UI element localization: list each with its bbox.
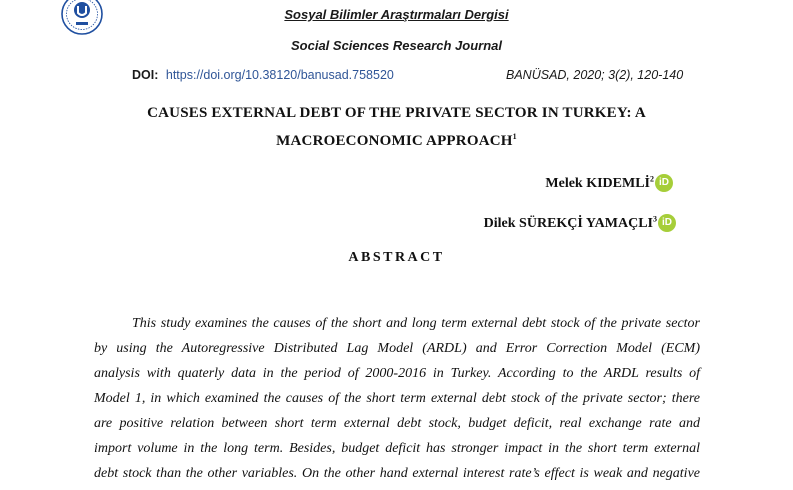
author-1: [545, 174, 673, 192]
paper-title-text: MACROECONOMIC APPROACH: [276, 133, 513, 149]
doi-line: [132, 68, 394, 82]
orcid-icon[interactable]: iD: [655, 174, 673, 192]
doi-link[interactable]: https://doi.org/10.38120/banusad.758520: [165, 68, 394, 82]
doi-label: DOI:: [132, 68, 159, 82]
abstract-line: by using the Autoregressive Distributed Lag Model (ARDL) and Error Correction Model (ECM): [94, 341, 700, 356]
citation-info: BANÜSAD, 2020; 3(2), 120-140: [506, 68, 684, 82]
author-name: Melek KIDEMLİ: [545, 176, 650, 191]
journal-name-turkish: Sosyal Bilimler Araştırmaları Dergisi: [284, 7, 509, 22]
author-footnote-marker: 3: [653, 214, 657, 224]
title-footnote-marker: 1: [512, 132, 517, 141]
abstract-heading: ABSTRACT: [348, 250, 445, 265]
abstract-line: are positive relation between short term external debt stock, budget deficit, real exchange rate and: [94, 416, 700, 431]
abstract-line: debt stock than the other variables. On the other hand external interest rate’s effect is weak and negative: [94, 466, 700, 481]
abstract-line: import volume in the long term. Besides, budget deficit has stronger impact in the short term external: [94, 441, 700, 456]
abstract-line: analysis with quaterly data in the period of 2000-2016 in Turkey. According to the ARDL results of: [94, 366, 700, 381]
orcid-icon[interactable]: iD: [658, 214, 676, 232]
paper-title-line-1: CAUSES EXTERNAL DEBT OF THE PRIVATE SECTOR IN TURKEY: A: [147, 105, 646, 121]
abstract-line: This study examines the causes of the short and long term external debt stock of the private sector: [132, 316, 700, 331]
author-footnote-marker: 2: [650, 174, 654, 184]
abstract-line: Model 1, in which examined the causes of the short term external debt stock of the private sector; there: [94, 391, 700, 406]
paper-title-line-2: [0, 133, 793, 150]
journal-name-english: Social Sciences Research Journal: [291, 38, 502, 53]
author-2: [484, 214, 676, 232]
author-name: Dilek SÜREKÇİ YAMAÇLI: [483, 216, 653, 231]
